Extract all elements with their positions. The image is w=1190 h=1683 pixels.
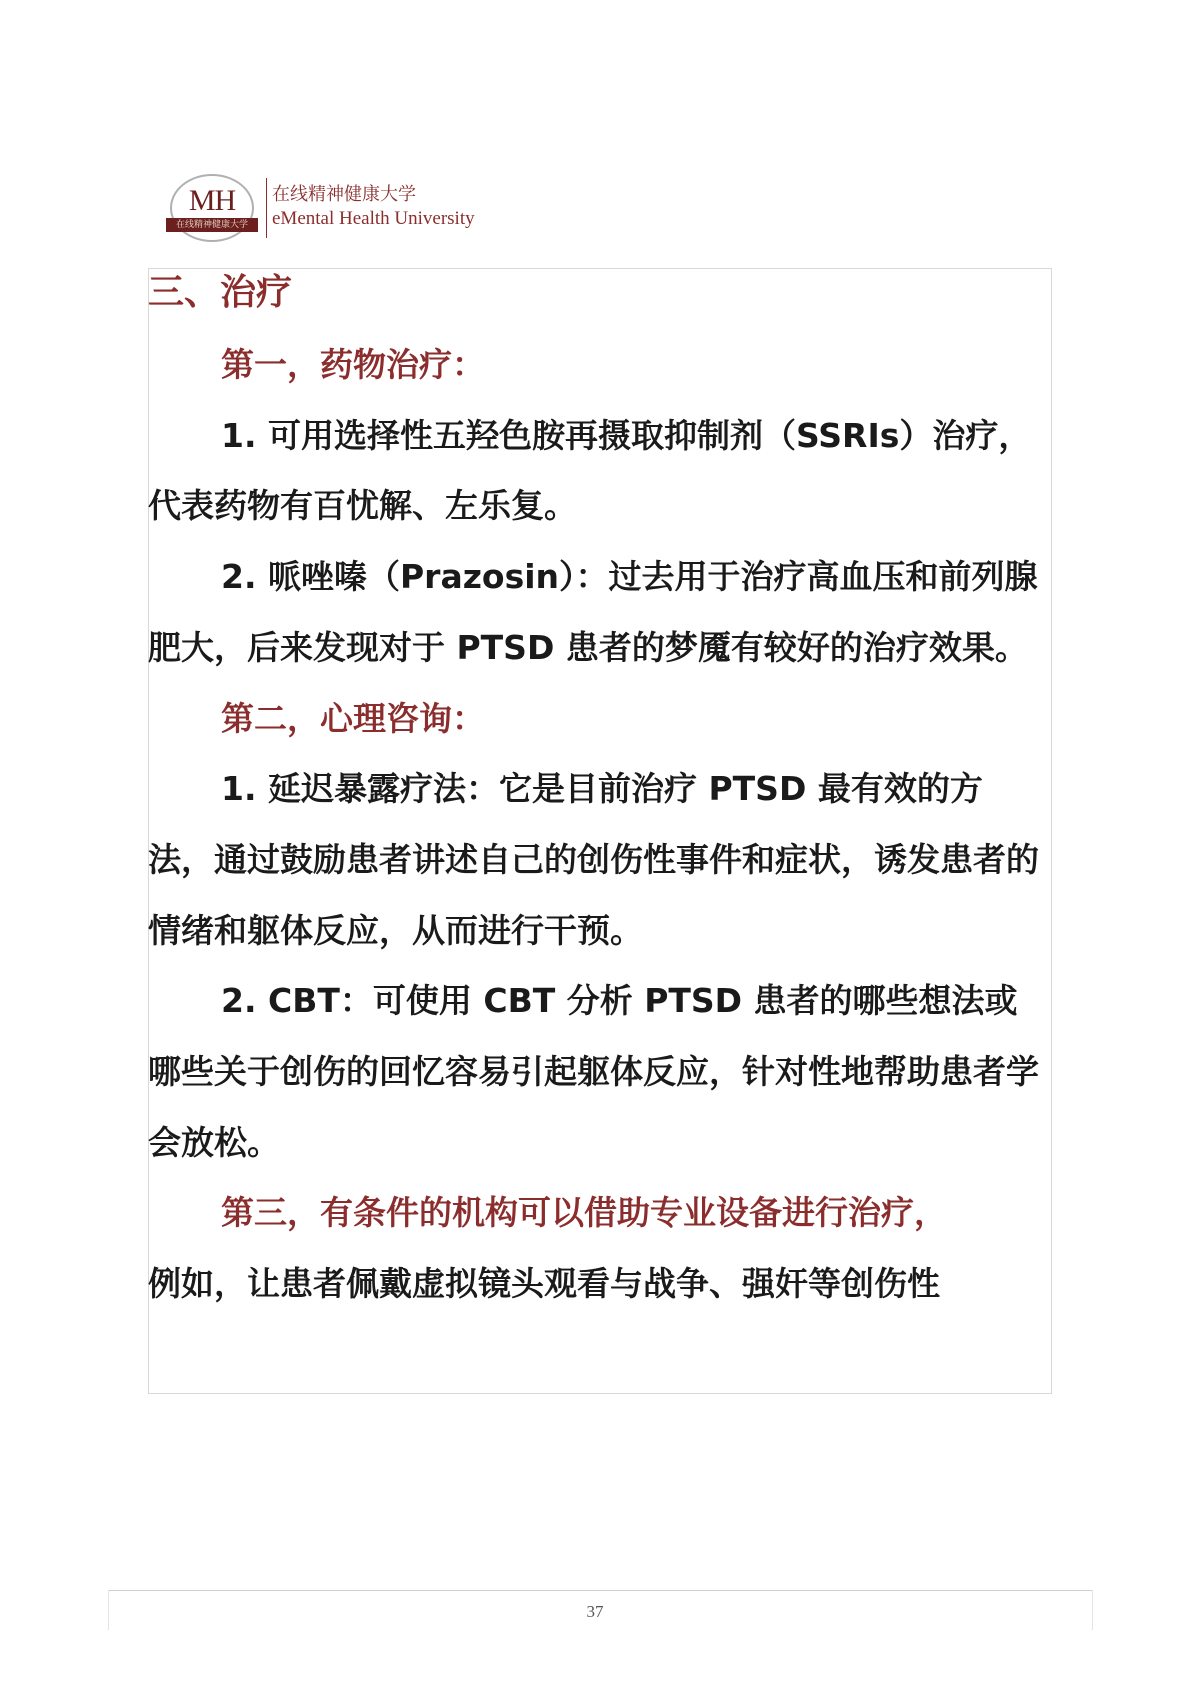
logo-name-english: eMental Health University [272,208,475,229]
page-number: 37 [586,1602,604,1621]
sub-heading-equipment: 第三，有条件的机构可以借助专业设备进行治疗， [221,1193,947,1233]
paragraph-cbt: 2. CBT：可使用 CBT 分析 PTSD 患者的哪些想法或哪些关于创伤的回忆容易引起躯体反应，针对性地帮助患者学会放松。 [148,981,1039,1162]
logo-name-chinese: 在线精神健康大学 [272,184,416,205]
paragraph-vr-example: 例如，让患者佩戴虚拟镜头观看与战争、强奸等创伤性 [148,1264,940,1304]
section-body [148,330,1048,1320]
paragraph-exposure-therapy: 1. 延迟暴露疗法：它是目前治疗 PTSD 最有效的方法，通过鼓励患者讲述自己的创伤性事件和症状，诱发患者的情绪和躯体反应，从而进行干预。 [148,769,1039,950]
sub-heading-medication: 第一，药物治疗： [221,345,485,384]
logo-seal [170,174,254,242]
logo-seal-band: 在线精神健康大学 [166,218,258,232]
sub-heading-counseling: 第二，心理咨询： [221,698,485,738]
logo-divider [266,178,267,238]
section-title: 三、治疗 [148,272,293,313]
paragraph-ssri: 1. 可用选择性五羟色胺再摄取抑制剂（SSRIs）治疗，代表药物有百忧解、左乐复。 [148,415,1032,526]
footer-divider [108,1590,1093,1591]
university-logo [170,174,510,250]
logo-seal-letters: MH [188,184,236,217]
paragraph-prazosin: 2. 哌唑嗪（Prazosin）：过去用于治疗高血压和前列腺肥大，后来发现对于 PTSD 患者的梦魇有较好的治疗效果。 [148,557,1038,667]
